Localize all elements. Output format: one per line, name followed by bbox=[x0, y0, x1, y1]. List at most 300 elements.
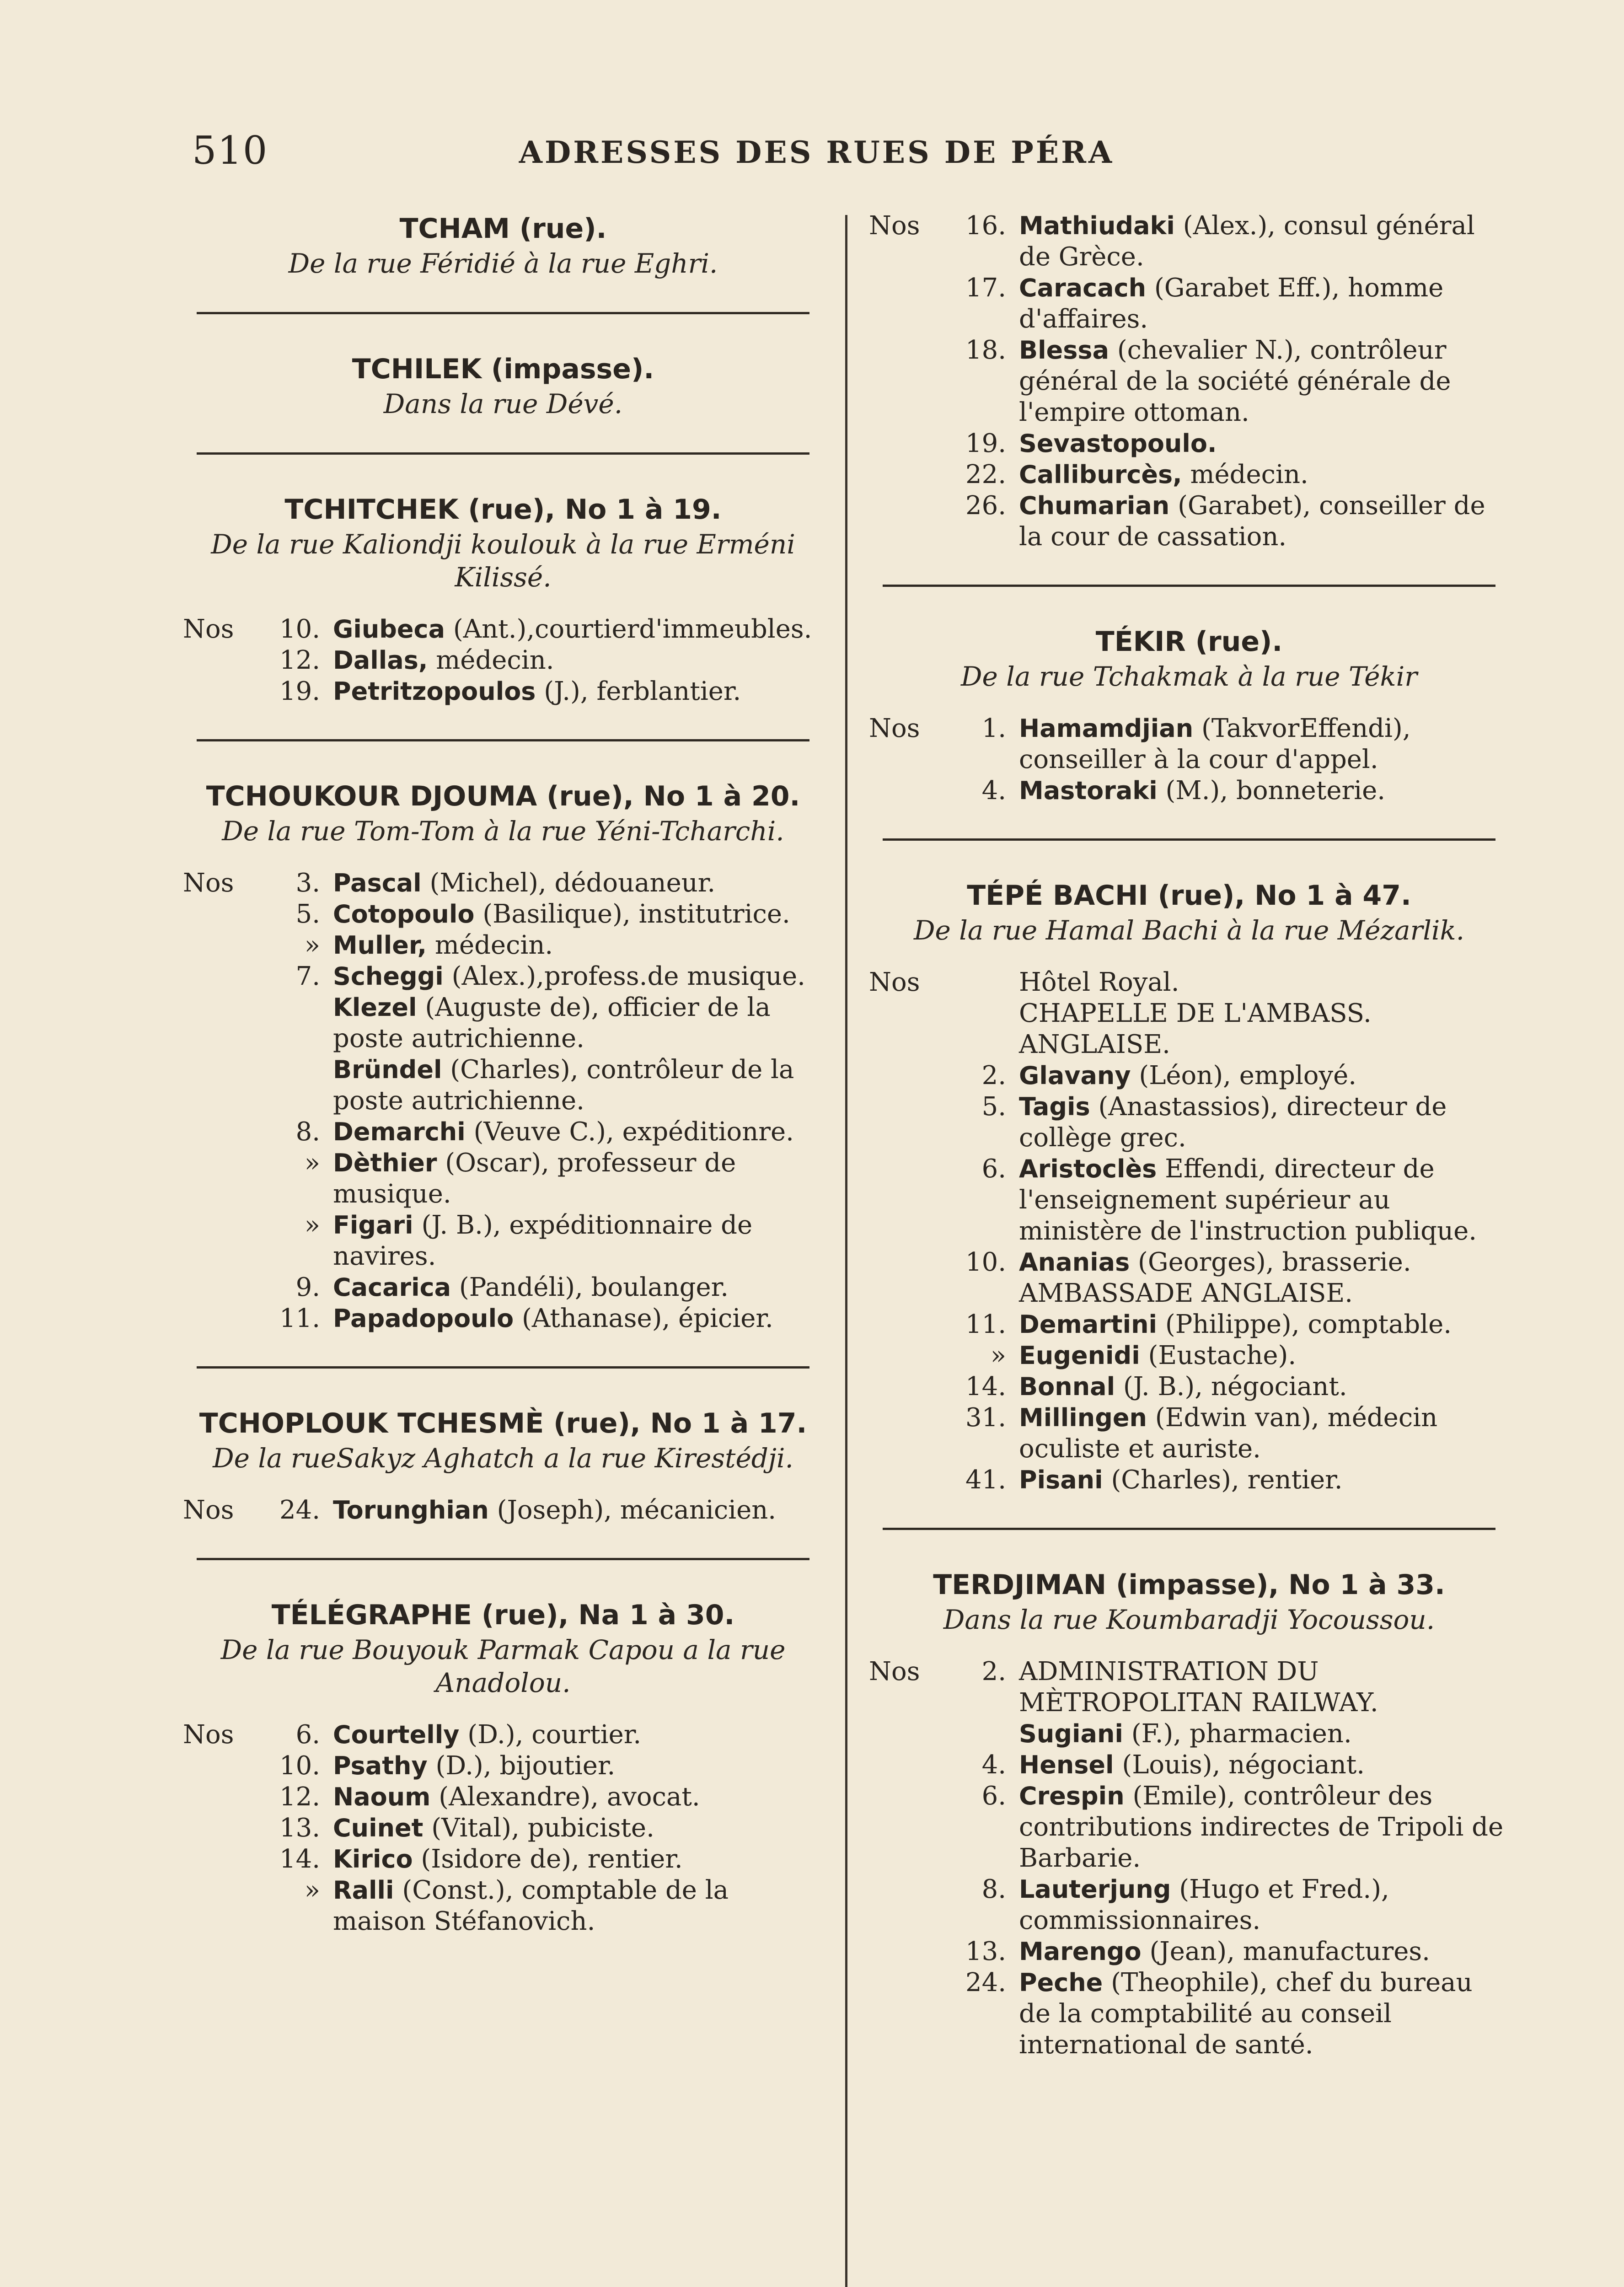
resident-detail: ADMINISTRATION DU MÈTROPOLITAN RAILWAY. bbox=[1019, 1657, 1378, 1718]
entry-prefix bbox=[183, 1813, 270, 1844]
entry-number: 4. bbox=[981, 776, 1006, 805]
resident-name: Ananias bbox=[1019, 1248, 1130, 1277]
entry-prefix bbox=[869, 490, 956, 553]
resident-name: Figari bbox=[333, 1211, 413, 1240]
street-name: TÉLÉGRAPHE (rue), Na 1 à 30. bbox=[271, 1599, 735, 1631]
section-rule bbox=[197, 739, 809, 741]
resident-name: Courtelly bbox=[333, 1720, 460, 1749]
address-entry bbox=[869, 428, 1509, 459]
entry-number: 41. bbox=[965, 1465, 1006, 1495]
entry-prefix bbox=[869, 1371, 956, 1402]
resident-detail: (Garabet Eff.), homme d'affaires. bbox=[1019, 273, 1444, 334]
address-entry bbox=[869, 1340, 1509, 1371]
street-section bbox=[183, 1405, 823, 1526]
entry-prefix: Nos bbox=[183, 1720, 234, 1750]
street-section bbox=[183, 210, 823, 280]
address-entry bbox=[183, 1813, 823, 1844]
resident-detail: (F.), pharmacien. bbox=[1131, 1719, 1352, 1749]
entry-number: 2. bbox=[981, 1061, 1006, 1090]
entry-number: 8. bbox=[295, 1117, 320, 1147]
entry-text bbox=[1015, 1060, 1509, 1091]
address-entry bbox=[869, 998, 1509, 1060]
entry-text bbox=[329, 1813, 823, 1844]
resident-detail: (Charles), rentier. bbox=[1111, 1465, 1343, 1495]
address-entry bbox=[869, 335, 1509, 428]
address-entry bbox=[869, 1154, 1509, 1247]
resident-name: Aristoclès bbox=[1019, 1154, 1157, 1183]
entry-prefix bbox=[869, 459, 956, 490]
address-entry bbox=[183, 1844, 823, 1875]
address-entry bbox=[869, 1465, 1509, 1496]
entry-text bbox=[1015, 1091, 1509, 1154]
address-entry bbox=[183, 1303, 823, 1334]
resident-name: Cuinet bbox=[333, 1814, 423, 1842]
resident-detail: (Theophile), chef du bureau de la comptabilité au conseil international de santé. bbox=[1019, 1968, 1473, 2060]
resident-detail: (Const.), comptable de la maison Stéfanovich. bbox=[333, 1875, 729, 1936]
entry-list bbox=[183, 1719, 823, 1937]
address-entry bbox=[869, 1781, 1509, 1874]
entry-number: 19. bbox=[965, 429, 1006, 458]
resident-detail: Hôtel Royal. bbox=[1019, 967, 1179, 997]
resident-name: Bründel bbox=[333, 1055, 442, 1084]
street-route: De la rue Tchakmak à la rue Tékir bbox=[961, 661, 1417, 692]
left-column bbox=[183, 210, 823, 1937]
entry-number: 10. bbox=[965, 1247, 1006, 1277]
resident-name: Kirico bbox=[333, 1845, 413, 1874]
entry-text bbox=[329, 1782, 823, 1813]
resident-name: Millingen bbox=[1019, 1403, 1147, 1432]
resident-name: Eugenidi bbox=[1019, 1341, 1140, 1370]
address-entry bbox=[183, 899, 823, 930]
entry-number: » bbox=[304, 1210, 320, 1240]
entry-text bbox=[1015, 998, 1509, 1060]
entry-text bbox=[1015, 775, 1509, 806]
entry-number: 10. bbox=[279, 1751, 320, 1781]
resident-detail: (Veuve C.), expéditionre. bbox=[473, 1117, 794, 1147]
resident-name: Crespin bbox=[1019, 1782, 1125, 1810]
address-entry bbox=[869, 210, 1509, 273]
entry-text bbox=[1015, 1656, 1509, 1718]
address-entry bbox=[869, 1874, 1509, 1936]
address-entry bbox=[869, 1656, 1509, 1718]
entry-text bbox=[1015, 1718, 1509, 1750]
resident-name: Calliburcès, bbox=[1019, 460, 1182, 489]
resident-detail: (Athanase), épicier. bbox=[522, 1304, 773, 1333]
resident-detail: (Garabet), conseiller de la cour de cassation. bbox=[1019, 491, 1485, 552]
resident-name: Muller, bbox=[333, 931, 427, 960]
entry-text bbox=[329, 1495, 823, 1526]
entry-prefix bbox=[869, 775, 956, 806]
entry-text bbox=[1015, 210, 1509, 273]
entry-number: 10. bbox=[279, 614, 320, 644]
address-entry bbox=[183, 1719, 823, 1750]
entry-prefix bbox=[183, 676, 270, 707]
resident-name: Petritzopoulos bbox=[333, 677, 536, 706]
section-rule bbox=[883, 585, 1495, 587]
entry-prefix bbox=[183, 1303, 270, 1334]
entry-list bbox=[183, 1495, 823, 1526]
resident-detail: (Alex.), consul général de Grèce. bbox=[1019, 211, 1475, 272]
entry-prefix: Nos bbox=[869, 714, 920, 743]
address-entry bbox=[183, 1210, 823, 1272]
resident-name: Psathy bbox=[333, 1751, 428, 1780]
resident-detail: (Basilique), institutrice. bbox=[482, 899, 790, 929]
resident-detail: CHAPELLE DE L'AMBASS. ANGLAISE. bbox=[1019, 999, 1372, 1059]
resident-name: Bonnal bbox=[1019, 1372, 1115, 1401]
resident-detail: (Oscar), professeur de musique. bbox=[333, 1148, 736, 1209]
entry-text bbox=[329, 1303, 823, 1334]
entry-text bbox=[1015, 1465, 1509, 1496]
address-entry bbox=[183, 961, 823, 992]
entry-list bbox=[183, 614, 823, 707]
resident-name: Papadopoulo bbox=[333, 1304, 514, 1333]
resident-detail: (Isidore de), rentier. bbox=[421, 1844, 683, 1874]
entry-text bbox=[329, 645, 823, 676]
entry-prefix bbox=[183, 1210, 270, 1272]
resident-detail: (M.), bonneterie. bbox=[1165, 776, 1386, 805]
entry-prefix: Nos bbox=[869, 967, 920, 997]
entry-prefix: Nos bbox=[183, 868, 234, 898]
entry-text bbox=[1015, 1750, 1509, 1781]
entry-list bbox=[869, 1656, 1509, 2061]
address-entry bbox=[869, 967, 1509, 998]
entry-text bbox=[1015, 713, 1509, 775]
entry-prefix bbox=[183, 1875, 270, 1937]
street-section bbox=[183, 1597, 823, 1937]
entry-text bbox=[329, 1117, 823, 1148]
resident-detail: (TakvorEffendi), conseiller à la cour d'appel. bbox=[1019, 714, 1411, 774]
resident-detail: (Emile), contrôleur des contributions indirectes de Tripoli de Barbarie. bbox=[1019, 1781, 1504, 1873]
entry-prefix bbox=[869, 1309, 956, 1340]
street-name: TCHITCHEK (rue), No 1 à 19. bbox=[284, 494, 722, 526]
address-entry bbox=[869, 1091, 1509, 1154]
resident-detail: (Alexandre), avocat. bbox=[439, 1782, 700, 1812]
address-entry bbox=[183, 676, 823, 707]
entry-prefix: Nos bbox=[183, 1495, 234, 1525]
entry-text bbox=[329, 868, 823, 899]
address-entry bbox=[183, 1782, 823, 1813]
entry-text bbox=[1015, 967, 1509, 998]
entry-text bbox=[1015, 1278, 1509, 1309]
entry-prefix bbox=[183, 992, 270, 1054]
resident-name: Chumarian bbox=[1019, 491, 1170, 520]
resident-detail: (Pandéli), boulanger. bbox=[459, 1272, 729, 1302]
entry-prefix: Nos bbox=[869, 1657, 920, 1686]
street-route: De la rue Kaliondji koulouk à la rue Erméni Kilissé. bbox=[211, 529, 795, 593]
entry-text bbox=[329, 961, 823, 992]
entry-number bbox=[956, 1718, 1015, 1750]
address-entry bbox=[869, 1967, 1509, 2061]
entry-text bbox=[329, 1054, 823, 1117]
resident-name: Mastoraki bbox=[1019, 776, 1158, 805]
entry-number: 5. bbox=[981, 1092, 1006, 1122]
address-entry bbox=[869, 1060, 1509, 1091]
entry-text bbox=[329, 1719, 823, 1750]
resident-name: Marengo bbox=[1019, 1937, 1142, 1966]
entry-number: 19. bbox=[279, 676, 320, 706]
resident-name: Dallas, bbox=[333, 646, 428, 675]
street-section bbox=[869, 623, 1509, 806]
entry-number: » bbox=[304, 1875, 320, 1905]
entry-number bbox=[270, 992, 329, 1054]
entry-text bbox=[1015, 335, 1509, 428]
entry-prefix bbox=[869, 1402, 956, 1465]
resident-detail: (Michel), dédouaneur. bbox=[429, 868, 716, 898]
resident-name: Pisani bbox=[1019, 1466, 1103, 1494]
entry-list bbox=[183, 868, 823, 1334]
street-name: TÉKIR (rue). bbox=[1095, 626, 1283, 658]
address-entry bbox=[869, 1309, 1509, 1340]
entry-prefix bbox=[869, 1340, 956, 1371]
continued-entries bbox=[869, 210, 1509, 553]
address-entry bbox=[183, 614, 823, 645]
resident-name: Sugiani bbox=[1019, 1719, 1123, 1748]
entry-prefix bbox=[869, 1060, 956, 1091]
entry-text bbox=[1015, 1371, 1509, 1402]
entry-number: 18. bbox=[965, 335, 1006, 365]
resident-name: Sevastopoulo. bbox=[1019, 429, 1217, 458]
entry-number bbox=[956, 998, 1015, 1060]
entry-list bbox=[869, 713, 1509, 806]
street-section bbox=[183, 778, 823, 1334]
section-rule bbox=[883, 838, 1495, 841]
street-section bbox=[869, 1567, 1509, 2061]
entry-prefix bbox=[183, 930, 270, 961]
entry-number: 9. bbox=[295, 1272, 320, 1302]
entry-text bbox=[1015, 1340, 1509, 1371]
address-entry bbox=[869, 775, 1509, 806]
entry-text bbox=[1015, 1309, 1509, 1340]
address-entry bbox=[869, 1402, 1509, 1465]
resident-detail: (Léon), employé. bbox=[1139, 1061, 1357, 1090]
entry-prefix bbox=[869, 1247, 956, 1278]
entry-text bbox=[329, 930, 823, 961]
street-name: TERDJIMAN (impasse), No 1 à 33. bbox=[933, 1569, 1445, 1601]
entry-number: 12. bbox=[279, 645, 320, 675]
street-route: Dans la rue Koumbaradji Yocoussou. bbox=[943, 1604, 1435, 1635]
entry-prefix bbox=[183, 1054, 270, 1117]
resident-detail: (Auguste de), officier de la poste autrichienne. bbox=[333, 993, 771, 1053]
section-rule bbox=[197, 1558, 809, 1560]
entry-text bbox=[329, 1272, 823, 1303]
resident-detail: (Georges), brasserie. bbox=[1138, 1247, 1411, 1277]
resident-name: Tagis bbox=[1019, 1092, 1090, 1121]
address-entry bbox=[869, 273, 1509, 335]
section-rule bbox=[883, 1528, 1495, 1530]
entry-text bbox=[329, 1875, 823, 1937]
entry-number: 22. bbox=[965, 460, 1006, 489]
entry-text bbox=[329, 899, 823, 930]
address-entry bbox=[183, 1272, 823, 1303]
entry-prefix bbox=[183, 1148, 270, 1210]
entry-text bbox=[1015, 273, 1509, 335]
resident-detail: (Eustache). bbox=[1148, 1341, 1297, 1370]
entry-prefix bbox=[183, 1272, 270, 1303]
entry-text bbox=[329, 1750, 823, 1782]
entry-prefix bbox=[869, 335, 956, 428]
entry-prefix bbox=[869, 1967, 956, 2061]
address-entry bbox=[869, 713, 1509, 775]
entry-prefix bbox=[869, 1750, 956, 1781]
resident-name: Demarchi bbox=[333, 1117, 466, 1146]
entry-prefix bbox=[869, 428, 956, 459]
entry-text bbox=[329, 1210, 823, 1272]
entry-number: 31. bbox=[965, 1403, 1006, 1433]
entry-text bbox=[1015, 1936, 1509, 1967]
address-entry bbox=[183, 930, 823, 961]
resident-name: Scheggi bbox=[333, 962, 444, 991]
resident-detail: (chevalier N.), contrôleur général de la société générale de l'empire ottoman. bbox=[1019, 335, 1451, 427]
entry-prefix bbox=[869, 1091, 956, 1154]
entry-number: » bbox=[990, 1341, 1006, 1370]
address-entry bbox=[869, 459, 1509, 490]
resident-detail: (Hugo et Fred.), commissionnaires. bbox=[1019, 1874, 1389, 1935]
resident-detail: (Louis), négociant. bbox=[1122, 1750, 1365, 1780]
entry-number: 2. bbox=[981, 1657, 1006, 1686]
address-entry bbox=[869, 490, 1509, 553]
resident-name: Demartini bbox=[1019, 1310, 1158, 1339]
entry-number bbox=[956, 967, 1015, 998]
resident-name: Pascal bbox=[333, 869, 422, 897]
entry-prefix bbox=[869, 1936, 956, 1967]
entry-number: 16. bbox=[965, 211, 1006, 241]
resident-name: Giubeca bbox=[333, 615, 445, 644]
address-entry bbox=[183, 1148, 823, 1210]
resident-name: Mathiudaki bbox=[1019, 211, 1175, 240]
entry-number: 6. bbox=[295, 1720, 320, 1750]
resident-detail: (Anastassios), directeur de collège grec. bbox=[1019, 1092, 1447, 1153]
page-header bbox=[192, 128, 1441, 188]
resident-name: Glavany bbox=[1019, 1061, 1131, 1090]
street-route: Dans la rue Dévé. bbox=[383, 388, 623, 419]
entry-text bbox=[329, 1844, 823, 1875]
entry-text bbox=[1015, 1874, 1509, 1936]
resident-detail: (Vital), pubiciste. bbox=[431, 1813, 654, 1843]
entry-prefix bbox=[869, 1465, 956, 1496]
address-entry bbox=[183, 1875, 823, 1937]
entry-number: » bbox=[304, 1148, 320, 1178]
entry-number: 6. bbox=[981, 1781, 1006, 1811]
entry-number bbox=[956, 1278, 1015, 1309]
address-entry bbox=[869, 1936, 1509, 1967]
entry-prefix: Nos bbox=[183, 614, 234, 644]
street-name: TCHAM (rue). bbox=[399, 213, 607, 245]
entry-text bbox=[329, 676, 823, 707]
entry-text bbox=[1015, 1781, 1509, 1874]
resident-name: Caracach bbox=[1019, 274, 1147, 302]
resident-detail: (J. B.), négociant. bbox=[1123, 1372, 1347, 1401]
entry-number: 13. bbox=[965, 1937, 1006, 1966]
entry-text bbox=[1015, 490, 1509, 553]
entry-number: 1. bbox=[981, 714, 1006, 743]
entry-prefix bbox=[183, 1782, 270, 1813]
entry-text bbox=[1015, 1402, 1509, 1465]
resident-detail: (Jean), manufactures. bbox=[1149, 1937, 1430, 1966]
street-route: De la rueSakyz Aghatch a la rue Kirestédji. bbox=[213, 1443, 793, 1474]
resident-detail: médecin. bbox=[434, 930, 553, 960]
address-entry bbox=[869, 1371, 1509, 1402]
entry-text bbox=[1015, 459, 1509, 490]
entry-number: 3. bbox=[295, 868, 320, 898]
right-column bbox=[869, 210, 1509, 2061]
resident-detail: (Alex.),profess.de musique. bbox=[451, 961, 805, 991]
street-section bbox=[183, 351, 823, 420]
address-entry bbox=[183, 992, 823, 1054]
resident-name: Cotopoulo bbox=[333, 900, 475, 929]
resident-name: Ralli bbox=[333, 1876, 394, 1905]
entry-prefix bbox=[869, 1781, 956, 1874]
address-entry bbox=[869, 1247, 1509, 1278]
resident-detail: (Philippe), comptable. bbox=[1165, 1310, 1452, 1339]
entry-list bbox=[869, 210, 1509, 553]
resident-detail: (D.), bijoutier. bbox=[435, 1751, 616, 1781]
entry-number: 7. bbox=[295, 961, 320, 991]
entry-prefix bbox=[183, 961, 270, 992]
entry-number: 14. bbox=[279, 1844, 320, 1874]
street-section bbox=[869, 877, 1509, 1496]
resident-name: Dèthier bbox=[333, 1149, 437, 1177]
entry-number: 26. bbox=[965, 491, 1006, 521]
entry-prefix bbox=[869, 1874, 956, 1936]
entry-text bbox=[1015, 428, 1509, 459]
resident-detail: médecin. bbox=[1190, 460, 1308, 489]
entry-number: 6. bbox=[981, 1154, 1006, 1184]
resident-name: Hamamdjian bbox=[1019, 714, 1194, 743]
resident-detail: (D.), courtier. bbox=[467, 1720, 642, 1750]
resident-name: Cacarica bbox=[333, 1273, 451, 1302]
entry-text bbox=[329, 614, 823, 645]
resident-name: Torunghian bbox=[333, 1496, 489, 1525]
entry-number: 4. bbox=[981, 1750, 1006, 1780]
resident-name: Hensel bbox=[1019, 1750, 1114, 1779]
street-route: De la rue Tom-Tom à la rue Yéni-Tcharchi. bbox=[222, 816, 784, 847]
resident-detail: (Charles), contrôleur de la poste autrichienne. bbox=[333, 1055, 794, 1116]
entry-number: 24. bbox=[279, 1495, 320, 1525]
section-rule bbox=[197, 452, 809, 455]
address-entry bbox=[183, 1750, 823, 1782]
address-entry bbox=[183, 1054, 823, 1117]
entry-number bbox=[270, 1054, 329, 1117]
resident-detail: (Edwin van), médecin oculiste et auriste. bbox=[1019, 1403, 1438, 1464]
address-entry bbox=[183, 868, 823, 899]
entry-list bbox=[869, 967, 1509, 1496]
entry-prefix bbox=[869, 1154, 956, 1247]
street-name: TÉPÉ BACHI (rue), No 1 à 47. bbox=[967, 880, 1411, 912]
entry-text bbox=[1015, 1967, 1509, 2061]
street-name: TCHOUKOUR DJOUMA (rue), No 1 à 20. bbox=[206, 780, 800, 812]
street-section bbox=[183, 491, 823, 707]
entry-number: 14. bbox=[965, 1372, 1006, 1401]
entry-prefix bbox=[869, 998, 956, 1060]
entry-prefix bbox=[183, 899, 270, 930]
entry-prefix bbox=[183, 1750, 270, 1782]
resident-detail: AMBASSADE ANGLAISE. bbox=[1019, 1278, 1353, 1308]
entry-prefix bbox=[183, 1117, 270, 1148]
street-route: De la rue Féridié à la rue Eghri. bbox=[288, 248, 718, 279]
address-entry bbox=[869, 1750, 1509, 1781]
entry-text bbox=[329, 992, 823, 1054]
entry-number: » bbox=[304, 930, 320, 960]
running-title: ADRESSES DES RUES DE PÉRA bbox=[519, 134, 1115, 170]
street-name: TCHILEK (impasse). bbox=[352, 353, 654, 385]
address-entry bbox=[183, 1117, 823, 1148]
street-name: TCHOPLOUK TCHESMÈ (rue), No 1 à 17. bbox=[199, 1407, 807, 1439]
entry-text bbox=[329, 1148, 823, 1210]
street-route: De la rue Hamal Bachi à la rue Mézarlik. bbox=[913, 915, 1465, 946]
entry-text bbox=[1015, 1247, 1509, 1278]
section-rule bbox=[197, 312, 809, 314]
resident-detail: (Ant.),courtierd'immeubles. bbox=[453, 614, 812, 644]
